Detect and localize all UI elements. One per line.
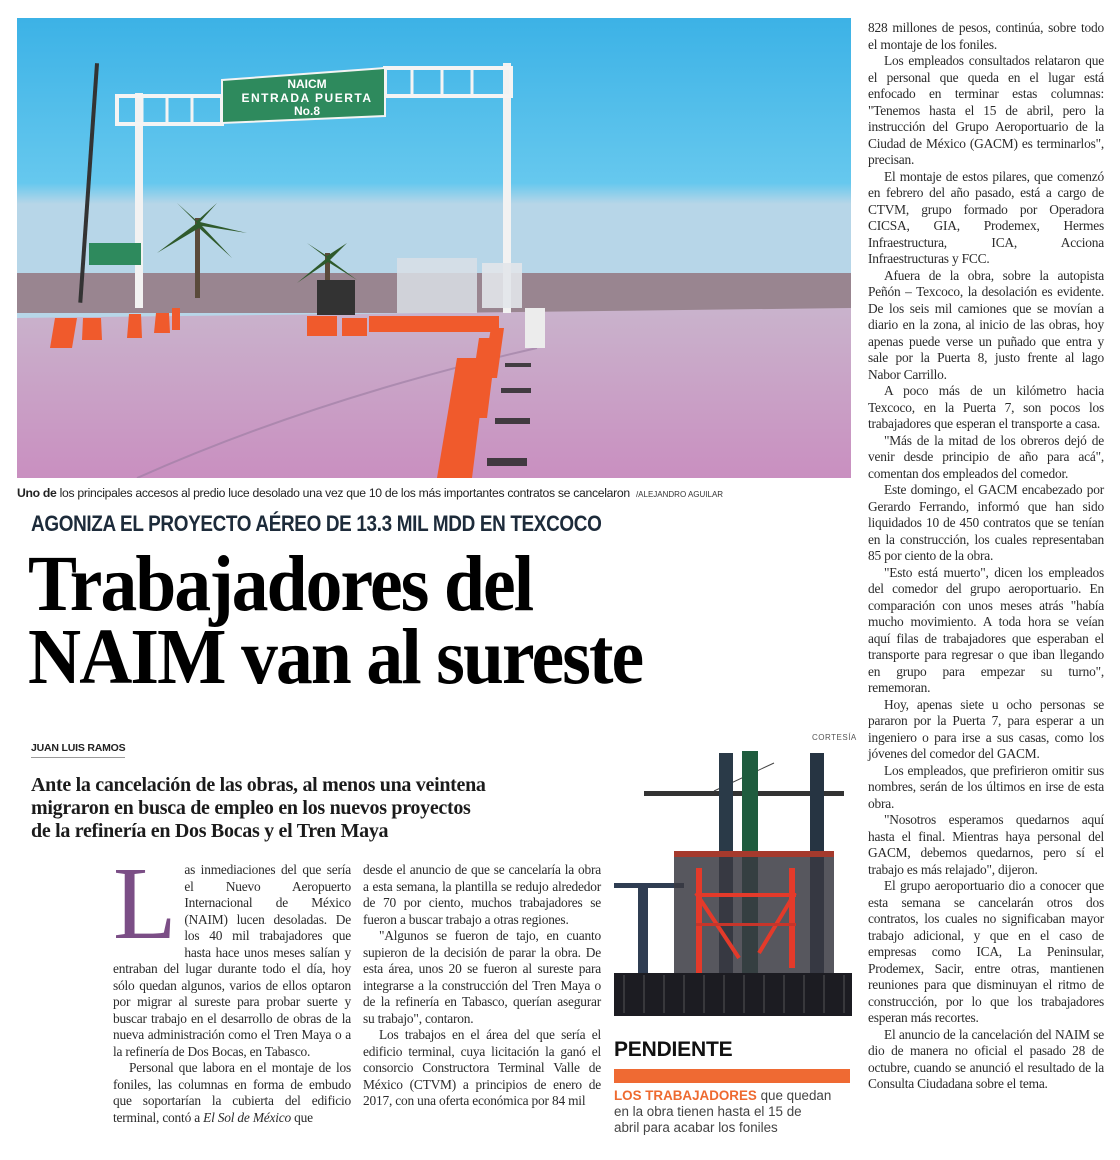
headline-line-1: Trabajadores del <box>28 541 533 628</box>
paragraph-text: as inmediaciones del que sería el Nuevo Aeropuerto Internacional de México (NAIM) lucen desoladas. De los 40 mil trabajadores que hasta hace unos meses salían y entraban del lugar durante todo el día, hoy sólo quedan algunos, varios de ellos optaron por migrar al sureste para probar suerte y buscar trabajo en el desarrollo de obras de la nueva administración como el Tren Maya o a la refinería de Dos Bocas, en Tabasco. <box>113 862 351 1059</box>
paragraph: "Nosotros esperamos quedarnos aquí hasta el final. Mientras haya personal del GACM, debemos quedarnos, pero sí el trabajo es más relajado", dijeron. <box>868 812 1104 877</box>
paragraph: Los empleados, que prefirieron omitir sus nombres, serán de los últimos en irse de esta obra. <box>868 762 1104 811</box>
deck <box>31 774 591 843</box>
caption-lead: Uno de <box>17 486 57 500</box>
sidebar-line-3: abril para acabar los foniles <box>614 1120 778 1135</box>
sign-line-3: No.8 <box>293 104 321 118</box>
paragraph: A poco más de un kilómetro hacia Texcoco, en la Puerta 7, son pocos los trabajadores que esperan el transporte a casa. <box>868 383 1104 431</box>
paragraph: 828 millones de pesos, continúa, sobre todo el montaje de los foniles. <box>868 20 1104 52</box>
construction-photo-illustration <box>614 743 852 1016</box>
paragraph-tail: que <box>291 1109 313 1125</box>
sidebar-title: PENDIENTE <box>614 1038 733 1061</box>
body-column-3 <box>868 20 1104 1093</box>
deck-line-1: Ante la cancelación de las obras, al menos una veintena <box>31 774 486 796</box>
paragraph: Hoy, apenas siete u ocho personas se pararon por la Puerta 7, para esperar a un ingeniero o para irse a sus casas, como los jóvenes del comedor del GACM. <box>868 696 1104 761</box>
paragraph <box>113 1060 351 1126</box>
sidebar-line-1 <box>614 1088 854 1104</box>
sidebar-lead: LOS TRABAJADORES <box>614 1088 757 1103</box>
paragraph: "Esto está muerto", dicen los empleados del comedor del grupo aeroportuario. En comparación con unos meses atrás "había mucho movimiento. A toda hora se veían aquí filas de trabajadores que esperaban el transporte para regresar o que iban llegando en grupo para empezar su turno", rememoran. <box>868 564 1104 695</box>
photo-caption <box>17 486 857 500</box>
deck-line-2: migraron en busca de empleo en los nuevos proyectos <box>31 797 471 819</box>
publication-name: El Sol de México <box>203 1109 292 1125</box>
paragraph-text: Personal que labora en el montaje de los foniles, las columnas en forma de embudo que soportarían la cubierta del edificio terminal, contó a <box>113 1060 351 1125</box>
sign-line-1: NAICM <box>287 77 327 91</box>
sidebar-text <box>614 1088 854 1136</box>
byline: JUAN LUIS RAMOS <box>31 742 125 758</box>
paragraph: "Algunos se fueron de tajo, en cuanto supieron de la decisión de parar la obra. De esta área, unos 20 se fueron al sureste para integrarse a la construcción del Tren Maya o de la refinería en Tabasco, querían asegurar su trabajo", contaron. <box>363 928 601 1026</box>
main-photo-illustration <box>17 18 851 478</box>
paragraph: Afuera de la obra, sobre la autopista Peñón – Texcoco, la desolación es evidente. De los seis mil camiones que se movían a diario en la zona, al inicio de las obras, hoy apenas puede verse un puñado que entra y sale por la Puerta 8, justo frente al lago Nabor Carrillo. <box>868 267 1104 382</box>
sidebar-accent-bar <box>614 1069 850 1083</box>
headline <box>28 541 809 701</box>
paragraph: El anuncio de la cancelación del NAIM se dio de manera no oficial el pasado 28 de octubre, cuando se anunció el resultado de la Consulta Ciudadana sobre el tema. <box>868 1026 1104 1091</box>
main-photo <box>17 18 851 478</box>
construction-photo <box>614 743 852 1016</box>
paragraph: Los empleados consultados relataron que el personal que queda en el lugar está enfocado en terminar estas columnas: "Tenemos hasta el 15 de abril, pero la instrucción del Grupo Aeroportuario de la Ciudad de México (GACM) es terminarlos", precisan. <box>868 53 1104 167</box>
body-column-2 <box>363 862 601 1110</box>
paragraph: El montaje de estos pilares, que comenzó en febrero del año pasado, está a cargo de CTVM, grupo formado por Operadora CICSA, GIA, Prodemex, Hermes Infraestructura, ICA, Acciona Infraestructuras y FCC. <box>868 168 1104 266</box>
dropcap: L <box>113 846 177 961</box>
paragraph: desde el anuncio de que se cancelaría la obra a esta semana, la plantilla se redujo alrededor de 70 por ciento, muchos trabajadores se fueron a buscar trabajo a otras regiones. <box>363 862 601 927</box>
body-column-1 <box>113 846 351 1126</box>
sidebar-line-2: en la obra tienen hasta el 15 de <box>614 1104 802 1119</box>
paragraph <box>113 846 351 1060</box>
paragraph: Este domingo, el GACM encabezado por Gerardo Ferrando, informó que han sido liquidados 10 de 450 contratos que se tenían en la construcción, los cuales representaban 85 por ciento de la obra. <box>868 482 1104 563</box>
sidebar-line-1-rest: que quedan <box>756 1088 832 1103</box>
kicker: AGONIZA EL PROYECTO AÉREO DE 13.3 MIL MDD EN TEXCOCO <box>31 511 602 536</box>
sign-line-2: ENTRADA PUERTA <box>241 91 373 105</box>
headline-line-2: NAIM van al sureste <box>28 614 643 701</box>
paragraph: El grupo aeroportuario dio a conocer que esta semana se cancelarán otros dos contratos, los cuales no significaban mayor trabajo adicional, y que en el caso de empresas como ICA, La Peninsular, Prodemex, Sacir, entre otras, mantienen reuniones para que disminuyan el ritmo de construcción, por lo que los trabajadores esperan más recortes. <box>868 878 1104 1025</box>
paragraph: "Más de la mitad de los obreros dejó de venir desde principio de año para acá", comentan dos empleados del comedor. <box>868 432 1104 481</box>
photo-credit: CORTESÍA <box>812 733 857 742</box>
paragraph: Los trabajos en el área del que sería el edificio terminal, cuya licitación la ganó el consorcio Constructora Terminal Valle de México (CTVM) a principios de enero de 2017, con una oferta económica por 84 mil <box>363 1027 601 1108</box>
deck-line-3: de la refinería en Dos Bocas y el Tren Maya <box>31 820 389 842</box>
caption-text: los principales accesos al predio luce desolado una vez que 10 de los más importantes contratos se cancelaron <box>56 486 630 500</box>
caption-credit: /ALEJANDRO AGUILAR <box>635 490 724 499</box>
